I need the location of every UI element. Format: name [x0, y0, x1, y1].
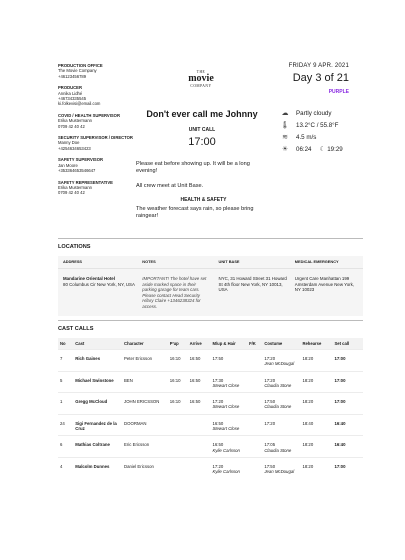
contact-role: COVID / HEALTH SUPERVISOR [58, 112, 120, 118]
contact-role: SAFETY SUPERVISOR [58, 157, 103, 163]
cast-name: Malcolm Dunnes [73, 457, 122, 478]
cast-costume [262, 436, 300, 458]
contact-detail: +46123456789 [58, 73, 87, 79]
cast-set-call: 16:40 [332, 414, 363, 436]
health-safety-title: HEALTH & SAFETY [180, 197, 227, 204]
cast-pickup [168, 436, 188, 458]
cast-makeup-hair-time: 17:20 [212, 463, 224, 469]
production-title: Don't ever call me Johnny [146, 109, 258, 119]
cast-header-cell: Rehearse [302, 341, 322, 346]
cast-makeup-hair-time: 16:50 [212, 420, 224, 426]
contact-detail: Manny Doe [58, 140, 80, 146]
note-1: Please eat before showing up. It will be a long evening! [136, 161, 250, 175]
cast-makeup-hair-person: Stewart Close [212, 426, 240, 432]
cast-costume [262, 350, 300, 372]
location-address: 80 Columbus Cir New York, NY, USA [63, 281, 135, 287]
cast-makeup-hair [210, 457, 247, 478]
location-unit-base: NYC, 31 Howard Street 31 Howard St 4th floor New York, NY 10013, USA [218, 276, 287, 293]
contact-detail: ki.folkevisi@email.com [58, 101, 101, 107]
locations-heading: LOCATIONS [58, 238, 363, 256]
cast-no: 6 [58, 436, 73, 458]
table-row [58, 371, 363, 393]
cast-no: 24 [58, 414, 73, 436]
cast-costume-time: 17:20 [264, 377, 276, 383]
unit-call [136, 127, 268, 148]
cast-costume [262, 414, 300, 436]
cast-no: 7 [58, 350, 73, 372]
thermometer-icon: 🌡 [280, 122, 290, 129]
cast-rehearse: 18:20 [300, 436, 332, 458]
location-address-cell [58, 269, 137, 316]
locations-header-notes: NOTES [137, 256, 213, 269]
cast-pickup: 16:10 [168, 393, 188, 415]
cast-costume-person: Claudia Stone [264, 404, 292, 410]
cast-character: JOHN ERICSSON [122, 393, 168, 415]
cast-fk [247, 436, 262, 458]
cast-header-cell: M/up & Hair [212, 341, 236, 346]
sunrise-time: 06:24 [296, 145, 312, 153]
contact-detail: 0709 42 40 42 [58, 123, 85, 129]
cast-costume-time: 17:20 [264, 420, 276, 426]
cast-arrive: 16:50 [188, 350, 211, 372]
logo-line-3: COMPANY [190, 84, 212, 88]
cast-rehearse: 18:20 [300, 350, 332, 372]
cast-set-call: 16:40 [332, 436, 363, 458]
shoot-day: Day 3 of 21 [292, 72, 349, 84]
locations-header-address: ADDRESS [58, 256, 137, 269]
date-box [289, 63, 349, 95]
cast-costume [262, 393, 300, 415]
table-row [58, 436, 363, 458]
weather-condition-row [280, 107, 360, 119]
cast-makeup-hair [210, 393, 247, 415]
cast-pickup [168, 457, 188, 478]
cast-rehearse: 18:20 [300, 393, 332, 415]
contact-block [58, 180, 136, 196]
contact-detail: +4254634653423 [58, 145, 91, 151]
cast-header-cell: Cast [75, 341, 85, 346]
cast-header-row [58, 338, 363, 350]
weather-condition: Partly cloudy [296, 109, 332, 117]
cast-makeup-hair-person: Kylie Carlsson [212, 469, 240, 475]
contact-role: PRODUCTION OFFICE [58, 63, 103, 68]
contact-role: SAFETY REPRESENTATIVE [58, 179, 113, 185]
cast-fk [247, 350, 262, 372]
cast-section [58, 320, 363, 479]
contact-detail: 0709 42 40 42 [58, 190, 85, 196]
logo-line-1: THE [196, 70, 206, 74]
cast-costume-time: 17:20 [264, 356, 276, 361]
cast-fk [247, 457, 262, 478]
health-safety-text: The weather forecast says rain, so please bring raingear! [136, 205, 254, 220]
company-logo [181, 70, 221, 88]
weather-temperature: 13.2°C / 55.8°F [296, 121, 339, 129]
cast-header-cell: Arrive [189, 341, 202, 346]
contact-block [58, 157, 136, 173]
cast-name: Michael Swinstone [73, 371, 122, 393]
locations-table [58, 256, 363, 316]
cast-set-call: 17:00 [332, 371, 363, 393]
cast-makeup-hair [210, 371, 247, 393]
cast-no: 1 [58, 393, 73, 415]
contacts-column [58, 63, 136, 202]
cast-costume-person: Jean McDougal [264, 469, 295, 475]
locations-section [58, 238, 363, 316]
cast-makeup-hair-time: 16:50 [212, 442, 224, 448]
cast-costume [262, 457, 300, 478]
sunset-icon: ☾ [319, 146, 326, 153]
location-notes: IMPORTANT! The hotel have set aside marked space in their parking garage for team cars. Please contact Head Security Hilary Claire +1346238324 for access. [142, 276, 207, 309]
cast-fk [247, 414, 262, 436]
cast-name: Rich Gaines [73, 350, 122, 372]
unit-label: PURPLE [328, 89, 349, 95]
cast-header-cell: P'up [169, 341, 179, 346]
table-row [58, 457, 363, 478]
cast-arrive: 16:50 [188, 393, 211, 415]
cast-header-cell: Set call [334, 341, 350, 346]
cast-makeup-hair [210, 350, 247, 372]
wind-icon: ≋ [282, 134, 288, 141]
cast-costume-person: Jean McDougal [264, 361, 295, 367]
cast-makeup-hair-person: Kylie Carlsson [212, 447, 240, 453]
cast-fk [247, 371, 262, 393]
cast-table [58, 338, 363, 479]
cast-character: Eric Ericsson [122, 436, 168, 458]
cast-set-call: 17:00 [332, 457, 363, 478]
cast-rehearse: 18:20 [300, 457, 332, 478]
contact-detail: Erika Mustermann [58, 184, 92, 190]
cast-costume-person: Claudia Stone [264, 382, 292, 388]
table-row [58, 414, 363, 436]
location-name: Mandarine Oriental Hotel [63, 276, 115, 281]
unit-call-label: UNIT CALL [188, 127, 216, 133]
cast-makeup-hair [210, 436, 247, 458]
locations-header-unit-base: UNIT BASE [214, 256, 290, 269]
cast-costume-time: 17:05 [264, 442, 276, 448]
contact-detail: Jan Moore [58, 162, 78, 168]
weather-sun-row [280, 143, 360, 155]
cast-set-call: 17:00 [332, 393, 363, 415]
cast-pickup: 16:10 [168, 350, 188, 372]
contact-detail: Erika Mustermann [58, 118, 92, 124]
cast-character: Peter Ericsson [122, 350, 168, 372]
cast-header-cell: Costume [264, 341, 283, 346]
general-notes [136, 161, 271, 220]
cast-character: BEN [122, 371, 168, 393]
cast-arrive [188, 414, 211, 436]
table-row [58, 393, 363, 415]
cast-name: Sigi Fernandez de la Cruz [73, 414, 122, 436]
contact-block [58, 63, 136, 79]
contact-role: SECURITY SUPERVISOR / DIRECTOR [58, 135, 133, 141]
cast-name: Mathias Coltrane [73, 436, 122, 458]
contact-detail: +353364653546647 [58, 168, 96, 174]
cast-heading: CAST CALLS [58, 320, 363, 338]
cast-set-call: 17:00 [332, 350, 363, 372]
weather-panel [280, 107, 360, 155]
weather-temperature-row [280, 119, 360, 131]
contact-role: PRODUCER [58, 85, 82, 91]
cast-pickup: 16:10 [168, 371, 188, 393]
contact-detail: The Movie Company [58, 68, 97, 74]
cloud-icon: ☁ [281, 110, 289, 117]
cast-costume-person: Claudia Stone [264, 447, 292, 453]
shoot-date: FRIDAY 9 APR. 2021 [288, 63, 349, 69]
cast-header-cell: F/K [249, 341, 256, 346]
logo-line-2: movie [188, 73, 214, 84]
contact-block [58, 85, 136, 107]
cast-no: 5 [58, 371, 73, 393]
cast-makeup-hair-person: Stewart Close [212, 404, 240, 410]
cast-makeup-hair-person: Stewart Close [212, 382, 240, 388]
cast-no: 4 [58, 457, 73, 478]
cast-costume-time: 17:50 [264, 463, 276, 469]
note-2: All crew meet at Unit Base. [136, 182, 204, 189]
cast-name: Gregg McCloud [73, 393, 122, 415]
location-medical: Urgent Care Manhattan 199 Amsterdam Avenue New York, NY 10023 [294, 276, 355, 293]
cast-makeup-hair-time: 17:20 [212, 399, 224, 405]
cast-pickup [168, 414, 188, 436]
location-row [58, 269, 363, 316]
unit-call-time: 17:00 [188, 136, 216, 148]
weather-wind: 4.5 m/s [296, 133, 317, 141]
contact-detail: Annika Lidhé [58, 90, 83, 96]
cast-character: Daniel Ericsson [122, 457, 168, 478]
cast-makeup-hair [210, 414, 247, 436]
cast-makeup-hair-time: 17:30 [212, 377, 224, 383]
sunrise-icon: ☀ [281, 146, 289, 153]
cast-costume [262, 371, 300, 393]
cast-rehearse: 18:20 [300, 371, 332, 393]
cast-header-cell: No [60, 341, 66, 346]
locations-header-row [58, 256, 363, 269]
cast-rehearse: 18:40 [300, 414, 332, 436]
cast-makeup-hair-time: 17:50 [212, 356, 224, 361]
contact-block [58, 113, 136, 129]
table-row [58, 350, 363, 372]
cast-arrive: 16:50 [188, 371, 211, 393]
cast-arrive [188, 457, 211, 478]
contact-block [58, 135, 136, 151]
sunset-time: 19:29 [327, 145, 343, 153]
cast-character: DOORMAN [122, 414, 168, 436]
cast-header-cell: Character [124, 341, 144, 346]
cast-costume-time: 17:50 [264, 399, 276, 405]
cast-fk [247, 393, 262, 415]
contact-detail: +46734335545 [58, 96, 87, 102]
weather-wind-row [280, 131, 360, 143]
cast-arrive [188, 436, 211, 458]
locations-header-medical: MEDICAL EMERGENCY [290, 256, 363, 269]
